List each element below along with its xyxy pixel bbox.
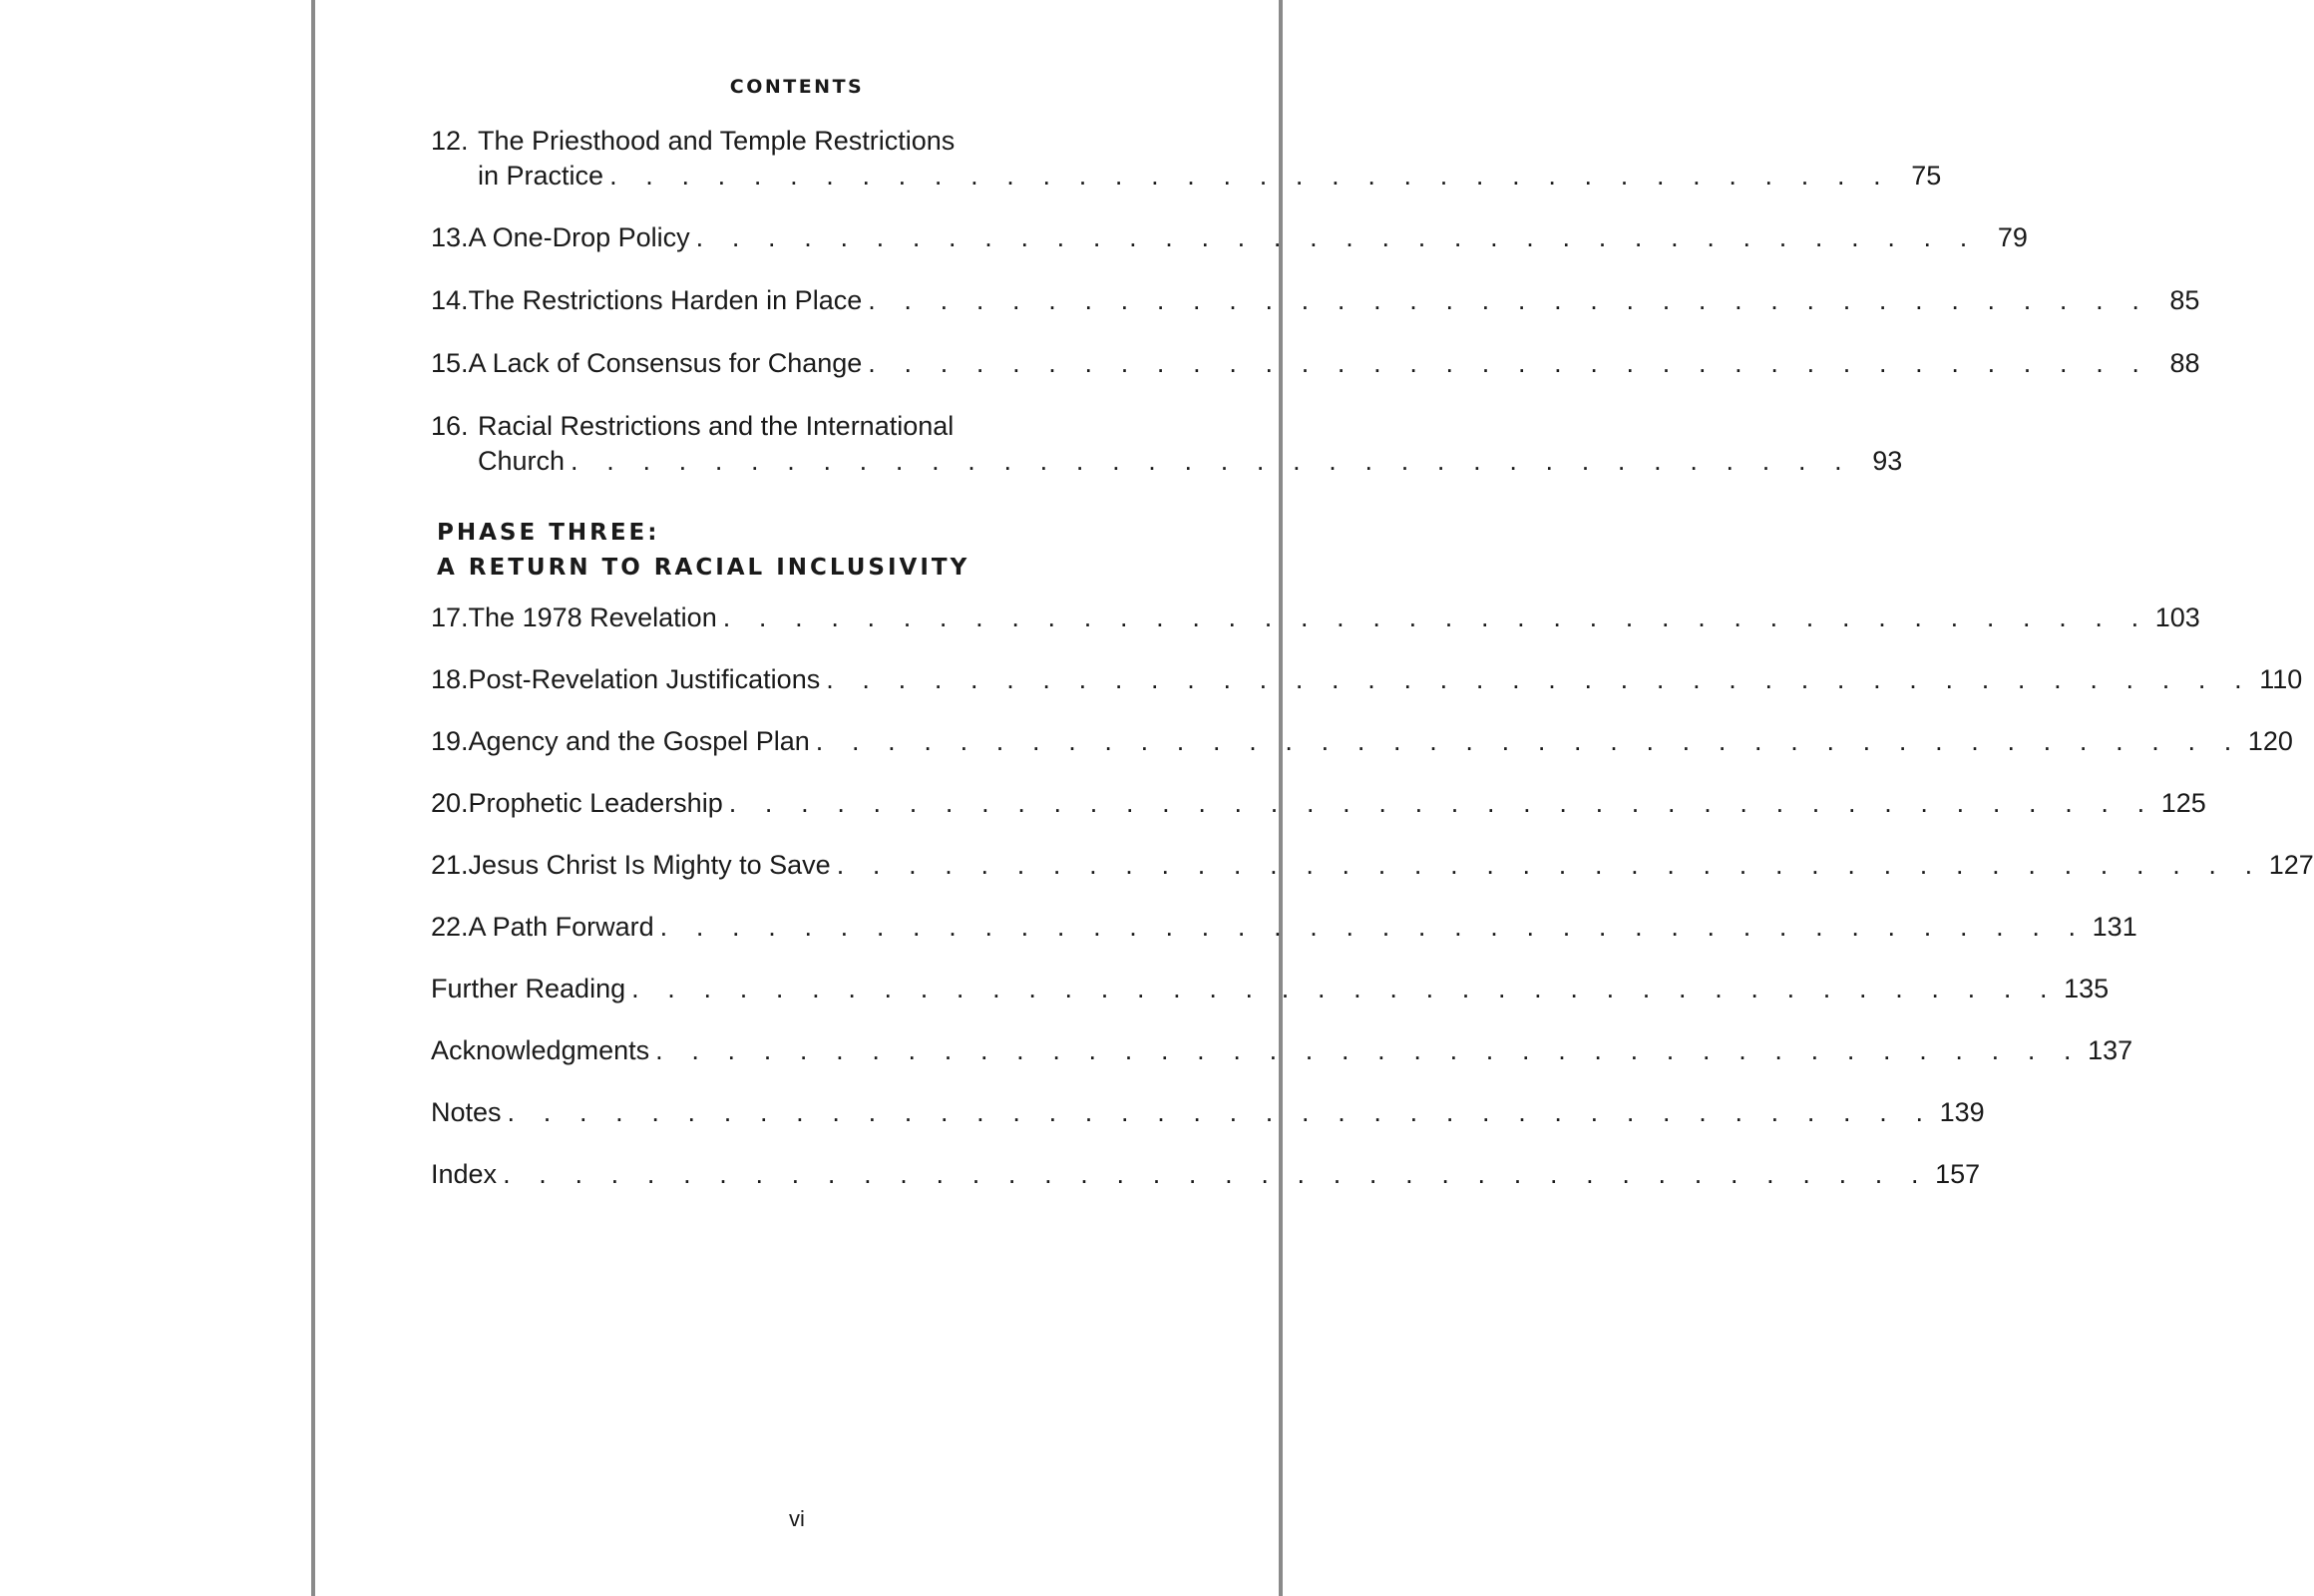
- toc-entry-12[interactable]: [431, 124, 1942, 194]
- page-number: 135: [2064, 974, 2110, 1003]
- page-number: 139: [1939, 1097, 1985, 1127]
- dot-leader: . . . . . . . . . . . . . . . . . . . . . . . . . . . . . . . . . . . . . . . .: [631, 974, 2059, 1003]
- chapter-title-line2: Church: [478, 446, 566, 476]
- chapter-title: Post-Revelation Justifications: [468, 664, 821, 694]
- chapter-number: 22.: [431, 912, 469, 942]
- dot-leader: . . . . . . . . . . . . . . . . . . . . . . . . . . . . . . . . . . . . . . . .: [836, 850, 2263, 880]
- dot-leader: . . . . . . . . . . . . . . . . . . . . . . . . . . . . . . . . . . . . . . . .: [815, 726, 2242, 756]
- toc-entry[interactable]: [431, 910, 2137, 945]
- dot-leader: . . . . . . . . . . . . . . . . . . . . . . . . . . . . . . . . . . . .: [571, 446, 1853, 476]
- page-folio: vi: [789, 1506, 805, 1531]
- dot-leader: . . . . . . . . . . . . . . . . . . . . . . . . . . . . . . . . . . . .: [695, 222, 1978, 252]
- chapter-title: Agency and the Gospel Plan: [468, 726, 810, 756]
- toc-entry[interactable]: [431, 724, 2293, 759]
- toc-entry[interactable]: [431, 600, 2200, 635]
- toc-entry[interactable]: [431, 848, 2314, 883]
- dot-leader: . . . . . . . . . . . . . . . . . . . . . . . . . . . . . . . . . . . .: [868, 285, 2150, 315]
- dot-leader: . . . . . . . . . . . . . . . . . . . . . . . . . . . . . . . . . . . . . . . .: [826, 664, 2253, 694]
- book-page: [311, 0, 2314, 1596]
- toc-entry-16[interactable]: [431, 409, 1903, 479]
- toc-entry-14[interactable]: [431, 283, 2200, 318]
- chapter-number: 21.: [431, 850, 469, 880]
- page-title: CONTENTS: [729, 76, 865, 98]
- page-number: 131: [2092, 912, 2137, 942]
- page-number: 88: [2169, 348, 2200, 378]
- toc-entry-15[interactable]: [431, 346, 2200, 381]
- toc-entry[interactable]: [431, 972, 2110, 1006]
- page-number: 110: [2259, 664, 2303, 694]
- chapter-title: Further Reading: [431, 974, 626, 1003]
- page-number: 137: [2088, 1035, 2133, 1065]
- phase-heading: [431, 516, 1157, 586]
- dot-leader: . . . . . . . . . . . . . . . . . . . . . . . . . . . . . . . . . . . . . . . .: [728, 788, 2155, 818]
- chapter-number: 19.: [431, 726, 469, 756]
- page-number: 157: [1935, 1159, 1981, 1189]
- chapter-title: Notes: [431, 1097, 502, 1127]
- phase-heading-line1: PHASE THREE:: [437, 520, 660, 546]
- toc-entry[interactable]: [431, 786, 2206, 821]
- chapter-number: 13.: [431, 222, 469, 252]
- chapter-title-line1: The Priesthood and Temple Restrictions: [478, 126, 956, 156]
- page-number: 85: [2169, 285, 2200, 315]
- page-number: 125: [2160, 788, 2206, 818]
- dot-leader: . . . . . . . . . . . . . . . . . . . . . . . . . . . . . . . . . . . .: [609, 161, 1892, 191]
- chapter-number: 15.: [431, 348, 469, 378]
- toc-entries-part2: [431, 600, 2314, 1192]
- toc-entry[interactable]: [431, 1033, 2133, 1068]
- chapter-title: Acknowledgments: [431, 1035, 650, 1065]
- chapter-title-line2: in Practice: [478, 161, 604, 191]
- page-number: 127: [2268, 850, 2314, 880]
- phase-heading-line2: A RETURN TO RACIAL INCLUSIVITY: [437, 555, 970, 581]
- dot-leader: . . . . . . . . . . . . . . . . . . . . . . . . . . . . . . . . . . . . . . . .: [655, 1035, 2083, 1065]
- chapter-title: Jesus Christ Is Mighty to Save: [468, 850, 831, 880]
- chapter-title: A Path Forward: [468, 912, 654, 942]
- table-of-contents: [431, 124, 2314, 1192]
- chapter-title-line1: Racial Restrictions and the International: [478, 411, 955, 441]
- chapter-number: 16.: [431, 411, 469, 441]
- toc-entry[interactable]: [431, 662, 2303, 697]
- chapter-title: A Lack of Consensus for Change: [468, 348, 863, 378]
- page-number: 103: [2154, 602, 2200, 632]
- toc-entry-13[interactable]: [431, 220, 2028, 255]
- chapter-number: 18.: [431, 664, 469, 694]
- chapter-title: The Restrictions Harden in Place: [468, 285, 863, 315]
- dot-leader: . . . . . . . . . . . . . . . . . . . . . . . . . . . . . . . . . . . . . . . .: [503, 1159, 1930, 1189]
- dot-leader: . . . . . . . . . . . . . . . . . . . . . . . . . . . . . . . . . . . . . . . .: [507, 1097, 1934, 1127]
- dot-leader: . . . . . . . . . . . . . . . . . . . . . . . . . . . . . . . . . . . . . . . .: [659, 912, 2087, 942]
- chapter-number: 20.: [431, 788, 469, 818]
- page-number: 75: [1911, 161, 1942, 191]
- chapter-title: The 1978 Revelation: [468, 602, 717, 632]
- dot-leader: . . . . . . . . . . . . . . . . . . . . . . . . . . . . . . . . . . . .: [868, 348, 2150, 378]
- page-number: 93: [1872, 446, 1903, 476]
- page-number: 79: [1997, 222, 2028, 252]
- chapter-number: 14.: [431, 285, 469, 315]
- chapter-title: Index: [431, 1159, 498, 1189]
- chapter-number: 17.: [431, 602, 469, 632]
- toc-entry[interactable]: [431, 1157, 1981, 1192]
- dot-leader: . . . . . . . . . . . . . . . . . . . . . . . . . . . . . . . . . . . . . . . .: [722, 602, 2149, 632]
- chapter-title: Prophetic Leadership: [468, 788, 723, 818]
- chapter-number: 12.: [431, 126, 469, 156]
- chapter-title: A One-Drop Policy: [468, 222, 690, 252]
- toc-entry[interactable]: [431, 1095, 1985, 1130]
- page-number: 120: [2247, 726, 2293, 756]
